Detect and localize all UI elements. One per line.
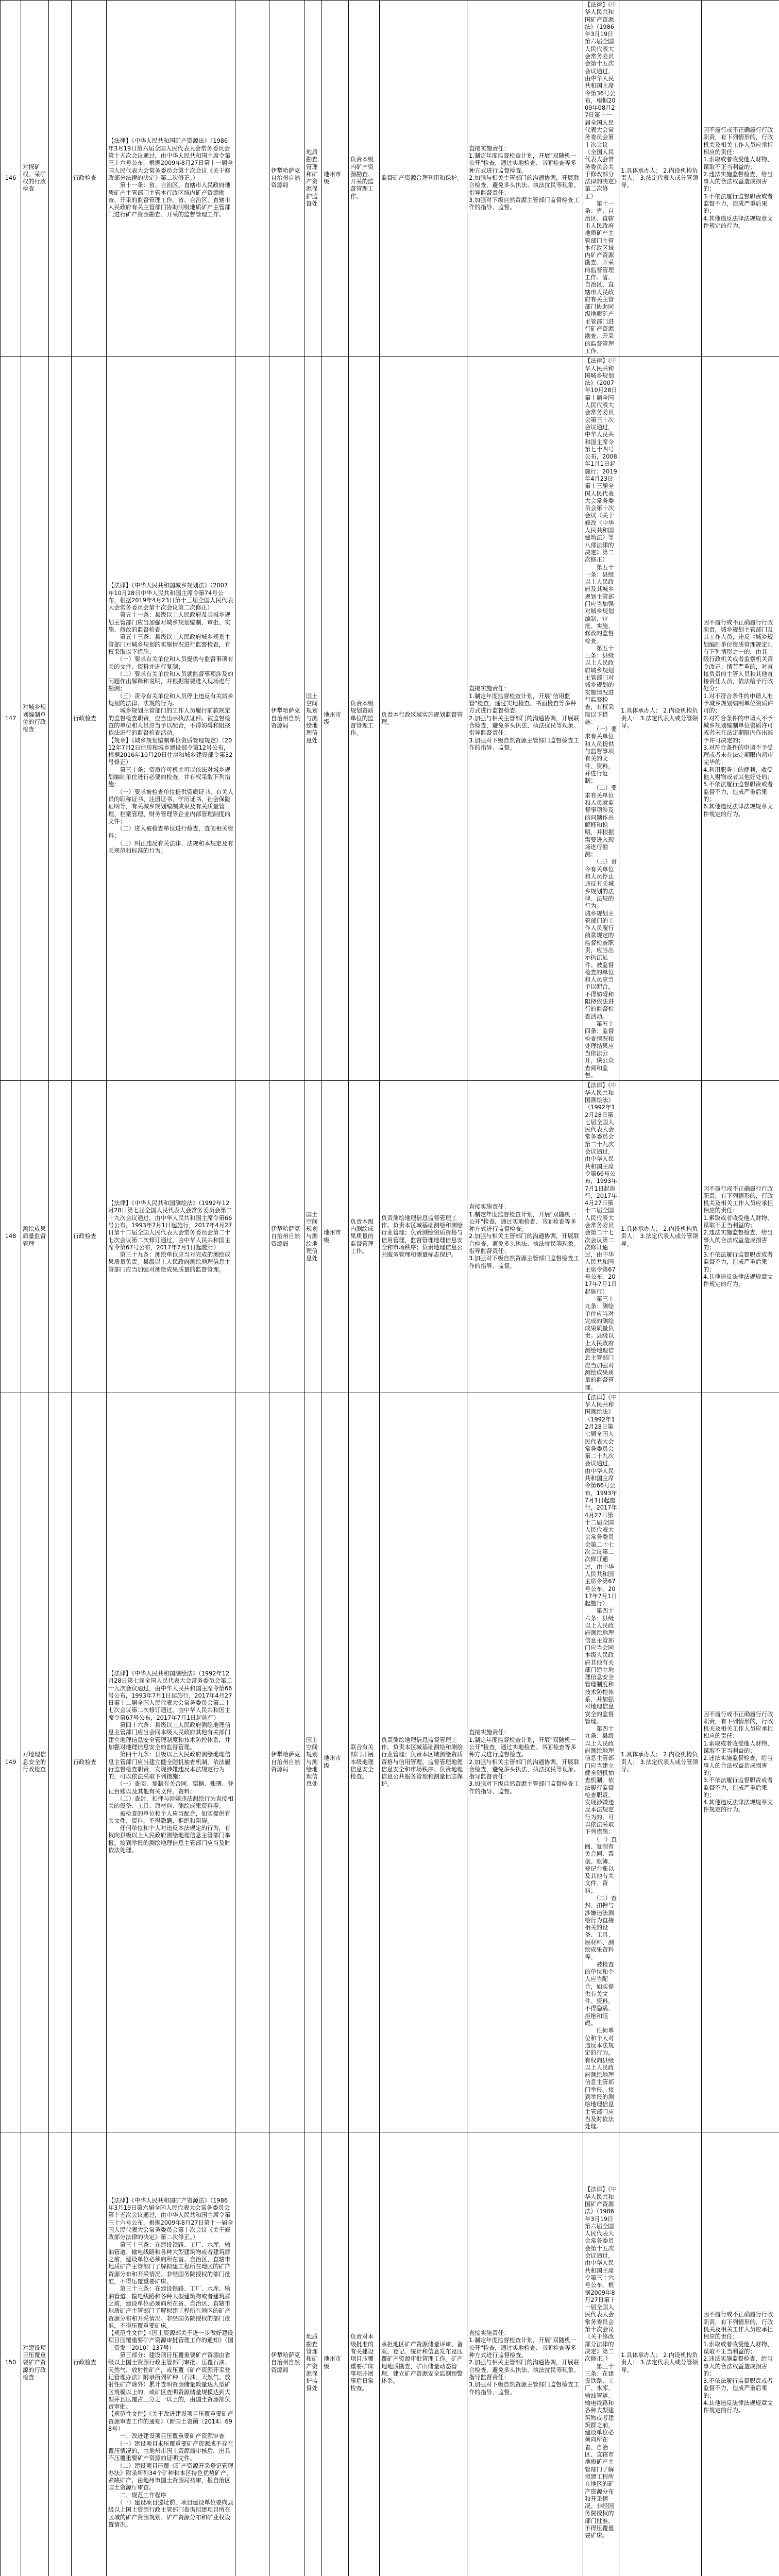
table-row [1,1393,779,2132]
table-row [1,1,779,357]
responsible-office: 国土空间规划与测绘地理信息处 [304,357,322,1081]
power-category: 行政检查 [72,2132,107,2576]
row-number: 147 [1,357,21,1081]
responsible-subject: 1.具体承办人； 2.内设机构负责人； 3.法定代表人或分管领导。 [619,1,702,357]
accountability-circumstances: 因不履行或不正确履行行政职责，有下列情形的，行政机关及相关工作人员应承担相应的责任： 1.索取或者收受他人财物、谋取不正当利益的； 2.违法实施监督检查，给当事人的合法权益造成损害的； 3.不依法履行监督职责或者监督不力，造成严重后果的； 4.其他违反法律法规规章文件规定的行为。 [702,1393,779,2132]
power-category: 行政检查 [72,1081,107,1393]
legal-basis: 【法律】《中华人民共和国矿产资源法》（1986年3月19日第六届全国人民代表大会常务委员会第十五次会议通过，由中华人民共和国主席令第三十六号公布，根据2009年8月27日第十一届全国人民代表大会常务委员会第十次会议《关于修改部分法律的决定》第二次修正。） 第三十三条：在建设铁路、工厂、水库、输油管道、输电线路和各种大型建筑物或者建筑群之前，建设单位必须向所在省、自治区、直辖市地质矿产主管部门了解拟建工程所在地区的矿产资源分布和开采情况。非经国务院授权的部门批准，不得压覆重要矿床。 第三十三条：在建设铁路、工厂、水库、输油管道、输电线路和各种大型建筑物或者建筑群之前，建设单位必须向所在省、自治区、直辖市地质矿产主管部门了解拟建工程所在地区的矿产资源分布和开采情况。非经国务院授权的部门批准，不得压覆重要矿床。 【规范性文件】《国土资源部关于进一步做好建设项目压覆重要矿产资源审批管理工作的通知》（国土资发〔2010〕137号） 第三部分：建设项目压覆重要矿产资源由省级以上国土资源行政主管部门审批。压覆石油、天然气、放射性矿产，或压覆《矿产资源开采登记管理办法》附录所列矿种（石油、天然气、放射性矿产除外）累计查明资源储量数量达大型矿区规模以上的，或矿区查明资源储量规模达到大型并且压覆占三分之一以上的，由国土资源部负责审批。 【规范性文件】《关于改进建设项目压覆重要矿产资源审查工作的通知》（新国土资函〔2014〕698号） 一、改进建设项目压覆重要矿产资源审查 （一）建设项目未压覆重要矿产资源或不存在覆压情况的，由地州市国土资源局审核后，出具不压覆重要矿产资源的证明文件。 （二）建设项目压覆《矿产资源开采登记管理办法》附录所列34个矿种和本区特色优势矿产、紧缺矿产，由地州市国土资源局初审，报自治区国土资源厅审查。 二、规范工作程序 （一）建设项目选址前，项目建设单位要向县级以上国土资源行政主管部门查询拟建项目所在区域的矿产资源规划、矿产资源分布和矿业权设置情况。 [107,2132,235,2576]
row-number: 146 [1,1,21,357]
item-name: 测绘成果质量监督管理 [21,1081,49,1393]
blank-cell [49,357,72,1081]
row-number: 149 [1,1393,21,2132]
exercise-content: 负责本级内矿产资源勘查、开采的监督管理工作。 [349,1,380,357]
duty-purpose: 承担地区矿产资源储量评审、备案、登记、统计和信息发布及压覆矿产资源审批管理工作。矿产地地质勘查，矿山储量动态管理，建立矿产资源安全监测预警体系。 [380,2132,467,2576]
table-row [1,1081,779,1393]
implementing-department: 伊犁哈萨克自治州自然资源局 [269,1,304,357]
responsibility-items: 直接实施责任： 1.制定年度监督检查计划，开展"双随机一公开"检查，通过实地检查、书面检查等多种方式进行监督检查。 2.加强与相关主管部门的沟通协调，开展联合检查，避免多头执法、执法扰民等现象。 指导监督责任： 3.加强对下级自然资源主管部门监督检查工作的指导、监督。 [467,1393,583,2132]
power-category: 行政检查 [72,1393,107,2132]
responsible-office: 地质勘查管理和矿产资源保护监督处 [304,1,322,357]
responsible-subject: 1.具体承办人； 2.内设机构负责人； 3.法定代表人或分管领导。 [619,1081,702,1393]
row-number: 150 [1,2132,21,2576]
blank-cell [49,1,72,357]
exercise-content: 负责本级规划资质单位的监督管理工作。 [349,357,380,1081]
responsible-subject: 1.具体承办人； 2.内设机构负责人； 3.法定代表人或分管领导。 [619,2132,702,2576]
accountability-circumstances: 因不履行或不正确履行行政职责，有下列情形的，行政机关及相关工作人员应承担相应的责任： 1.索取或者收受他人财物、谋取不正当利益的； 2.违法实施监督检查，给当事人的合法权益造成损害的； 3.不依法履行监督职责或者监督不力，造成严重后果的； 4.其他违反法律法规规章文件规定的行为。 [702,1,779,357]
duty-purpose: 监督矿产资源合理利用和保护。 [380,1,467,357]
legal-basis: 【法律】《中华人民共和国城乡规划法》（2007年10月28日中华人民共和国主席令第74号公布，根据2019年4月23日第十三届全国人民代表大会常务委员会第十次会议第二次修正） 第五十一条：县级以上人民政府及其城乡规划主管部门应当加强对城乡规划编制、审批、实施、修改的监督检查。 第五十三条：县级以上人民政府城乡规划主管部门对城乡规划的实施情况进行监督检查，有权采取以下措施： （一）要求有关单位和人员提供与监督事项有关的文件、资料并进行复制； （二）要求有关单位和人员就监督事项涉及的问题作出解释和说明，并根据需要进入现场进行勘测； （三）责令有关单位和人员停止违反有关城乡规划的法律、法规的行为。 城乡规划主管部门的工作人员履行前款规定的监督检查职责，应当出示执法证件。被监督检查的单位和人员应当予以配合，不得妨碍和阻挠依法进行的监督检查活动。 【规章】《城乡规划编制单位资质管理规定》（2012年7月2日住房和城乡建设部令第12号公布，根据2016年10月20日住房和城乡建设部令第32号修正） 第三十条：资质许可机关可以依法对城乡规划编制单位进行必要的检查，并有权采取下列措施： （一）要求被检查单位提供资质证书、有关人员的职称证书、注册证书、学历证书、社会保险证明等，有关城乡规划编制成果及有关质量管理、档案管理、财务管理等企业内部管理制度的文件； （二）进入被检查单位进行检查，查阅相关资料； （三）纠正违反有关法律、法规和本规定及有关规范和标准的行为。 [107,357,235,1081]
responsibility-law-basis: 【法律】《中华人民共和国矿产资源法》（1986年3月19日第六届全国人民代表大会常务委员会第十五次会议通过，由中华人民共和国主席令第36号公布，根据2009年08月27日第十一届全国人民代表大会常务委员会第十次会议《全国人民代表大会常务委员会关于修改部分法律的决定》第二次修正） 第十一条：省、自治区、直辖市人民政府地质矿产主管部门主管本行政区域内矿产资源勘查、开采的监督管理工作。省、自治区、直辖市人民政府有关主管部门协助同级地质矿产主管部门进行矿产资源勘查、开采的监督管理工作。 [583,1,619,357]
responsible-office: 国土空间规划与测绘地理信息处 [304,1393,322,2132]
row-number: 148 [1,1081,21,1393]
accountability-circumstances: 因不履行或不正确履行行政职责，城乡规划主管部门及其工作人员，违反《城乡规划编制单位资质管理规定》，有下列情形之一的，由其上级行政机关或者监察机关责令改正；情节严重的，对直接负责的主管人员和其他直接责任人员，依法给予行政处分： 1.对不符合条件的申请人准予城乡规划编制单位资质许可的； 2.对符合条件的申请人不予城乡规划编制单位资质许可或者未在法定期限内作出准予许可决定的； 3.对符合条件的申请不予受理或者未在法定期限内初审完毕的； 4.利用职务上的便利，收受他人财物或者其他好处的； 5.不依法履行监督职责或者监督不力，造成严重后果的； 6.其他违反法律法规规章文件规定的行为。 [702,357,779,1081]
item-name: 对建设项目压覆重要矿产资源的行政检查 [21,2132,49,2576]
exercise-content: 负责本级内测绘成果质量的监督管理工作。 [349,1081,380,1393]
accountability-circumstances: 因不履行或不正确履行行政职责，有下列情形的，行政机关及相关工作人员应承担相应的责任： 1.索取或者收受他人财物、谋取不正当利益的； 2.违法实施监督检查，给当事人的合法权益造成损害的； 3.不依法履行监督职责或者监督不力，造成严重后果的； 4.其他违反法律法规规章文件规定的行为。 [702,1081,779,1393]
responsibility-items: 直接实施责任： 1.制定年度监督检查计划，开展"双随机一公开"检查，通过实地检查、书面检查等多种方式进行监督检查。 2.加强与相关主管部门的沟通协调，开展联合检查，避免多头执法、执法扰民等现象。 指导监督责任： 3.加强对下级自然资源主管部门监督检查工作的指导、监督。 [467,2132,583,2576]
admin-level: 地州市级 [322,1393,349,2132]
admin-level: 地州市级 [322,357,349,1081]
item-name: 对探矿权、采矿权的行政检查 [21,1,49,357]
blank-cell [235,1081,269,1393]
blank-cell [235,1393,269,2132]
power-category: 行政检查 [72,357,107,1081]
implementing-department: 伊犁哈萨克自治州自然资源局 [269,357,304,1081]
exercise-content: 联合有关部门开展本级地理信息安全检查。 [349,1393,380,2132]
legal-basis: 【法律】《中华人民共和国测绘法》（1992年12月28日第七届全国人民代表大会常务委员会第二十九次会议通过，由中华人民共和国主席令第66号公布，1993年7月1日起施行，2017年4月27日第十二届全国人民代表大会常务委员会第二十七次会议第二次修订通过，由中华人民共和国主席令第67号公布，2017年7月1日起施行） 第三十九条：测绘单位应当对完成的测绘成果质量负责。县级以上人民政府测绘地理信息主管部门应当加强对测绘成果质量的监督管理。 [107,1081,235,1393]
admin-level: 地州市级 [322,1081,349,1393]
responsible-subject: 1.具体承办人； 2.内设机构负责人； 3.法定代表人或分管领导。 [619,1393,702,2132]
responsible-office: 地质勘查管理和矿产资源保护监督处 [304,2132,322,2576]
blank-cell [49,1393,72,2132]
legal-basis: 【法律】《中华人民共和国矿产资源法》（1986年3月19日第六届全国人民代表大会常务委员会第十五次会议通过，由中华人民共和国主席令第三十六号公布，根据2009年8月27日第十一届全国人民代表大会常务委员会第十次会议《关于修改部分法律的决定》第二次修正。） 第十一条：省、自治区、直辖市人民政府地质矿产主管部门主管本行政区域内矿产资源勘查、开采的监督管理工作。省、自治区、直辖市人民政府有关主管部门协助同级地质矿产主管部门进行矿产资源勘查、开采的监督管理工作。 [107,1,235,357]
blank-cell [235,357,269,1081]
responsibility-law-basis: 【法律】《中华人民共和国测绘法》（1992年12月28日第七届全国人民代表大会常务委员会第二十九次会议通过，由中华人民共和国主席令第66号公布，1993年7月1日起施行，2017年4月27日第十二届全国人民代表大会常务委员会第二十七次会议第二次修订通过，由中华人民共和国主席令第67号公布，2017年7月1日起施行） 第三十九条：测绘单位应当对完成的测绘成果质量负责。县级以上人民政府测绘地理信息主管部门应当加强对测绘成果质量的监督管理。 [583,1081,619,1393]
legal-basis: 【法律】《中华人民共和国测绘法》（1992年12月28日第七届全国人民代表大会常务委员会第二十九次会议通过，由中华人民共和国主席令第66号公布，1993年7月1日起施行，2017年4月27日第十二届全国人民代表大会常务委员会第二十七次会议第二次修订通过，由中华人民共和国主席令第67号公布，2017年7月1日起施行） 第四十六条：县级以上人民政府测绘地理信息主管部门应当会同本级人民政府其他有关部门建立地理信息安全管理制度和技术防控体系，并加强对地理信息安全的监督管理。 第四十九条：县级以上人民政府测绘地理信息主管部门应当建立健全随机抽查机制，依法履行监督检查职责，发现涉嫌违反本法规定行为的，可以依法采取下列措施： （一）查阅、复制有关合同、票据、账簿、登记台账以及其他有关文件、资料； （二）查封、扣押与涉嫌违法测绘行为直接相关的设备、工具、原材料、测绘成果资料等。 被检查的单位和个人应当配合，如实提供有关文件、资料，不得隐瞒、拒绝和阻碍。 任何单位和个人对违反本法规定的行为，有权向县级以上人民政府测绘地理信息主管部门举报。接到举报的测绘地理信息主管部门应当及时依法处理。 [107,1393,235,2132]
responsible-subject: 1.具体承办人； 2.内设机构负责人； 3.法定代表人或分管领导。 [619,357,702,1081]
item-name: 对地理信息安全的行政检查 [21,1393,49,2132]
responsibility-items: 直接实施责任： 1.制定年度监督检查计划，开展"信用监管"检查，通过实地检查、书面检查等多种方式进行监督检查。 2.加强与相关主管部门的沟通协调，开展联合检查，避免多头执法、执法扰民等现象。 指导监督责任： 3.加强对下级自然资源主管部门监督检查工作的指导、监督。 [467,357,583,1081]
implementing-department: 伊犁哈萨克自治州自然资源局 [269,1081,304,1393]
table-row [1,357,779,1081]
implementing-department: 伊犁哈萨克自治州自然资源局 [269,1393,304,2132]
admin-level: 地州市级 [322,1,349,357]
responsibility-law-basis: 【法律】《中华人民共和国城乡规划法》（2007年10月28日第十届全国人民代表大会常务委员会第三十次会议通过，中华人民共和国主席令第七十四号公布，2008年1月1日起施行；2019年4月23日第十三届全国人民代表大会常务委员会第十次会议《关于修改〈中华人民共和国建筑法〉等八部法律的决定》第二次修正） 第五十一条：县级以上人民政府及其城乡规划主管部门应当加强对城乡规划编制、审批、实施、修改的监督检查。 第五十三条：县级以上人民政府城乡规划主管部门对城乡规划的实施情况进行监督检查，有权采取以下措施： （一）要求有关单位和人员提供与监督事项有关的文件、资料，并进行复制； （二）要求有关单位和人员就监督事项涉及的问题作出解释和说明，并根据需要进入现场进行勘测； （三）责令有关单位和人员停止违反有关城乡规划的法律、法规的行为。 城乡规划主管部门的工作人员履行前款规定的监督检查职责，应当出示执法证件。被监督检查的单位和人员应当予以配合，不得妨碍和阻挠依法进行的监督检查活动。 第五十四条：监督检查情况和处理结果应当依法公开，供公众查阅和监督。 [583,357,619,1081]
blank-cell [235,1,269,357]
item-name: 对城乡规划编制单位的行政检查 [21,357,49,1081]
implementing-department: 伊犁哈萨克自治州自然资源局 [269,2132,304,2576]
blank-cell [49,2132,72,2576]
table-row [1,2132,779,2576]
power-category: 行政检查 [72,1,107,357]
blank-cell [235,2132,269,2576]
admin-level: 地州市级 [322,2132,349,2576]
responsibility-items: 直接实施责任： 1.制定年度监督检查计划，开展"双随机一公开"检查，通过实地检查、书面检查等多种方式进行监督检查。 2.加强与相关主管部门的沟通协调，开展联合检查，避免多头执法、执法扰民等现象。 指导监督责任： 3.加强对下级自然资源主管部门监督检查工作的指导、监督。 [467,1081,583,1393]
blank-cell [49,1081,72,1393]
exercise-content: 负责对本级批准的有关建设项目压覆重要矿床事项开展事后日常检查。 [349,2132,380,2576]
accountability-circumstances: 因不履行或不正确履行行政职责，有下列情形的，行政机关及相关工作人员应承担相应的责任： 1.索取或者收受他人财物、谋取不正当利益的； 2.违法实施监督检查，给当事人的合法权益造成损害的； 3.不依法履行监督职责或者监督不力，造成严重后果的； 4.其他违反法律法规规章文件规定的行为。 [702,2132,779,2576]
duty-purpose: 负责本行政区域实施规划监督管理。 [380,357,467,1081]
responsibility-law-basis: 【法律】《中华人民共和国矿产资源法》（1986年3月19日第六届全国人民代表大会常务委员会第十五次会议通过，由中华人民共和国主席令第三十六号公布，根据2009年8月27日第十一届全国人民代表大会常务委员会第十次会议《关于修改部分法律的决定》第二次修正。） 第三十三条：在建设铁路、工厂、水库、输油管道、输电线路和各种大型建筑物或者建筑群之前，建设单位必须向所在省、自治区、直辖市地质矿产主管部门了解拟建工程所在地区的矿产资源分布和开采情况。非经国务院授权的部门批准，不得压覆重要矿床。 [583,2132,619,2576]
duty-purpose: 负责测绘地理信息监督管理工作。负责本区域基础测绘和测绘行业管理；负责本区域测绘资质资格与信用管理，监督管理地理信息安全和市场秩序。负责地理信息公共服务管理和测量标志保护。 [380,1393,467,2132]
responsible-office: 国土空间规划与测绘地理信息处 [304,1081,322,1393]
responsibility-law-basis: 【法律】《中华人民共和国测绘法》（1992年12月28日第七届全国人民代表大会常务委员会第二十九次会议通过，由中华人民共和国主席令第66号公布，1993年7月1日起施行，2017年4月27日第十二届全国人民代表大会常务委员会第二十七次会议第二次修订通过，由中华人民共和国主席令第67号公布，2017年7月1日起施行） 第四十六条：县级以上人民政府测绘地理信息主管部门应当会同本级人民政府其他有关部门建立地理信息安全管理制度和技术防控体系，并加强对地理信息安全的监督管理。 第四十九条：县级以上人民政府测绘地理信息主管部门应当建立健全随机抽查机制，依法履行监督检查职责，发现涉嫌违反本法规定行为的，可以依法采取下列措施： （一）查阅、复制有关合同、票据、账簿、登记台账以及其他有关文件、资料； （二）查封、扣押与涉嫌违法测绘行为直接相关的设备、工具、原材料、测绘成果资料等。 被检查的单位和个人应当配合，如实提供有关文件、资料，不得隐瞒、拒绝和阻碍。 任何单位和个人对违反本法规定的行为，有权向县级以上人民政府测绘地理信息主管部门举报。接到举报的测绘地理信息主管部门应当及时依法处理。 [583,1393,619,2132]
duty-purpose: 负责测绘地理信息监督管理工作。负责本区域基础测绘和测绘行业管理；负责测绘资质资格与信用管理，监督管理地理信息安全和市场秩序；负责地理信息公共服务管理和测量标志保护。 [380,1081,467,1393]
responsibility-items: 直接实施责任： 1.制定年度监督检查计划，开展"双随机一公开"检查，通过实地检查、书面检查等多种方式进行监督检查。 2.加强与相关主管部门的沟通协调，开展联合检查，避免多头执法、执法扰民等现象。 指导监督责任： 3.加强对下级自然资源主管部门监督检查工作的指导、监督。 [467,1,583,357]
